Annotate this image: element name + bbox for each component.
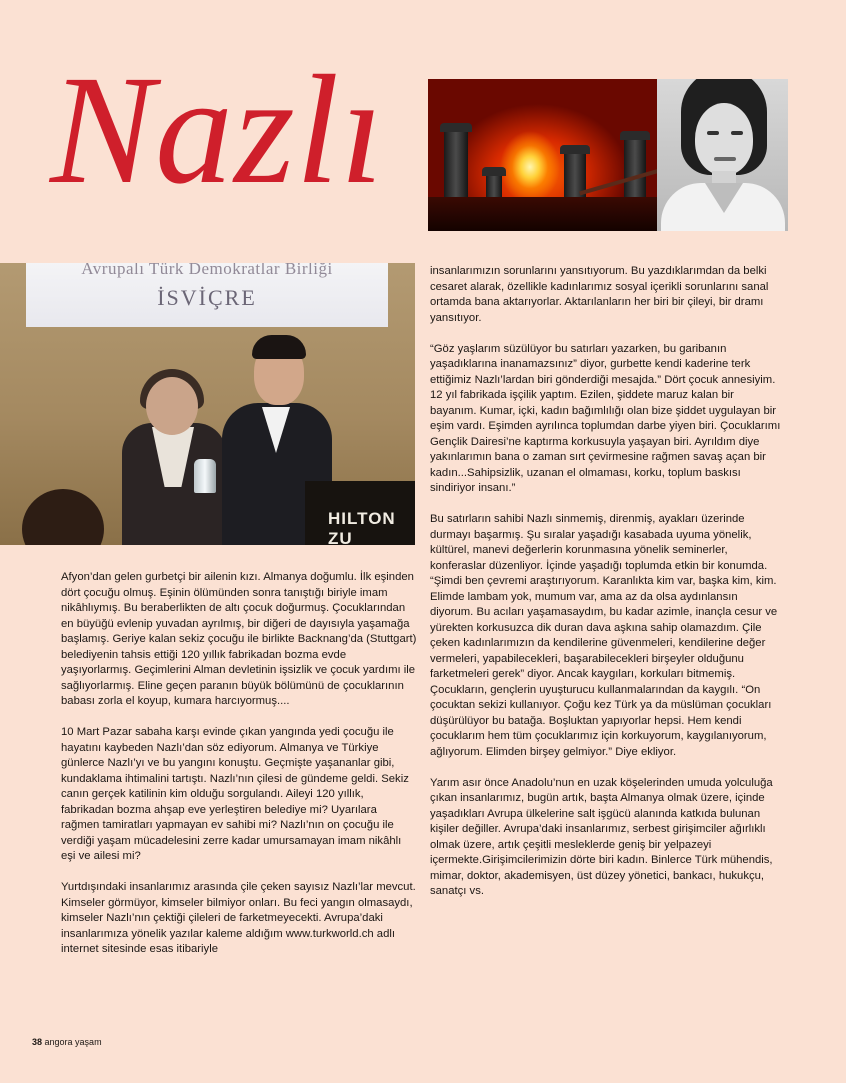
award-trophy: [194, 459, 216, 493]
fire-photo: [428, 79, 657, 231]
article-paragraph: Afyon’dan gelen gurbetçi bir ailenin kızı. Almanya doğumlu. İlk eşinden dört çocuğu olmuş. Eşinin ölümünden sonra tanıştığı biriyle imam nikâhlıymış. Bu beraberlikten de altı çocuk doğurmuş. Çocuklarından en büyüğü evlenip yuvadan ayrılmış, bir diğeri de dayısıyla yaşamağa başlamış. Geriye kalan sekiz çocuğu ile birlikte Backnang’da (Stuttgart) belediyenin tahsis ettiği 120 yıllık fabrikadan bozma evde yaşıyorlarmış. Geçimlerini Alman devletinin işsizlik ve çocuk yardımı ile sağlıyorlarmış. Eline geçen paranın büyük bölümünü de çocuklarının babası zorla el koyup, kumara harcıyormuş....: [61, 571, 417, 707]
roof-shape: [428, 197, 657, 231]
portrait-face: [695, 103, 753, 175]
event-banner: [26, 263, 388, 327]
article-column-right: [430, 264, 782, 915]
portrait-mouth: [714, 157, 736, 161]
article-column-left: [61, 570, 417, 973]
banner-line-1: Avrupalı Türk Demokratlar Birliği: [81, 263, 333, 278]
article-paragraph: “Göz yaşlarım süzülüyor bu satırları yazarken, bu garibanın yaşadıklarına inanamazsınız” diyor, gurbette kendi kaderine terk ettiğimiz Nazlı’lardan biri gönderdiği mesajda.” Dört çocuk annesiyim. 12 yıl fabrikada işçilik yaptım. Ezilen, şiddete maruz kalan bir bayanım. Kumar, içki, kadın bağımlılığı olan bize şiddet uygulayan bir eşim vardı. Eşimden ayrılınca toplumdan darbe yiyen biri. Çocuklarımı Gençlik Dairesi’ne kaptırma korkusuyla yaşayan biri. Ayrıldım diye yakınlarımın bana o zaman sırt çevirmesine rağmen savaş açan bir kadın...Sahipsizlik, uzanan el olmaması, korku, toplum baskısı sindiriyor insanı.”: [430, 342, 781, 494]
man-hair: [252, 335, 306, 359]
page-footer: [32, 1037, 102, 1047]
portrait-eye: [707, 131, 719, 135]
woman-head: [146, 377, 198, 435]
banner-line-2: İSVİÇRE: [157, 285, 257, 310]
audience-head: [22, 489, 104, 545]
podium-label: HILTON ZU: [328, 509, 396, 545]
article-paragraph: Bu satırların sahibi Nazlı sinmemiş, direnmiş, ayakları üzerinde durmayı başarmış. Şu sıralar yaşadığı kasabada uyuma yönelik, kültürel, manevi değerlerin korunmasına yönelik seminerler, konferaslar düzenliyor. İçinde yaşadığı toplumda etkin bir konumda. “Şimdi ben çevremi araştırıyorum. Karanlıkta kim var, başka kim, kim. Elimde lambam yok, mumum var, ama az da olsa aydınlansın diyorum. Bu acıları yaşamasaydım, bu kadar azimle, inançla cesur ve yürekten korkusuzca dik duran dava aşkına sahip olamazdım. Çile çeken kadınlarımızın da kendilerine güvenmeleri, kendilerine değer vermeleri, yapabilecekleri, başarabilecekleri birşeyler olduğunu farketmeleri gerek” diyor. Ancak kaygıları, korkuları bitmemiş. Çocukların, gençlerin uyuşturucu kullanmalarından da kaygılı. “On çocuktan sekizi kullanıyor. Çoğu kez Türk ya da müslüman çocukları düşürülüyor bu batağa. Boşluktan yapıyorlar hepsi. Hem kendi çocuklarım hem tüm çocuklarımız için korkuyorum, kaygılanıyorum, ağlıyorum. Elimden birşey gelmiyor.” Diye ekliyor.: [430, 513, 778, 758]
page-number: 38: [32, 1037, 43, 1047]
article-paragraph: Yurtdışındaki insanlarımız arasında çile çeken sayısız Nazlı’lar mevcut. Kimseler görmüyor, kimseler bilmiyor onları. Bu feci yangın olmasaydı, kimseler Nazlı’nın çektiği çileleri de farketmeyecekti. Avrupa’daki insanlarımıza yönelik yazılar kaleme aldığım www.turkworld.ch adlı internet sitesinde esas itibariyle: [61, 881, 416, 955]
article-paragraph: 10 Mart Pazar sabaha karşı evinde çıkan yangında yedi çocuğu ile hayatını kaybeden Nazlı’dan söz ediyorum. Almanya ve Türkiye günlerce Nazlı’yı ve bu yangını konuştu. Geçmişte yaşananlar gibi, kundaklama ihtimalini tartıştı. Nazlı’nın çilesi de gündeme geldi. Sekiz canın gerçek katilinin kim olduğu sorgulandı. Aileyi 120 yıllık, fabrikadan bozma ahşap eve yerleştiren belediye mi? Uyarılara rağmen tamiratları yapmayan ev sahibi mi? Nazlı’nın on çocuğu ile verdiği yaşam mücadelesini zerre kadar umursamayan imam nikâhlı eşi ve ailesi mi?: [61, 726, 409, 862]
article-title: Nazlı: [50, 43, 385, 216]
magazine-name: angora yaşam: [44, 1037, 102, 1047]
article-paragraph: insanlarımızın sorunlarını yansıtıyorum. Bu yazdıklarımdan da belki cesaret alarak, özellikle kadınlarımız sosyal içerikli sorunlarını sanal ortamda bana aktarıyorlar. Aktarılanların her biri bir çileyi, bir dramı yansıtıyor.: [430, 265, 769, 324]
portrait-photo: [657, 79, 788, 231]
award-event-photo: [0, 263, 415, 545]
portrait-eye: [731, 131, 743, 135]
article-paragraph: Yarım asır önce Anadolu’nun en uzak köşelerinden umuda yolculuğa çıkan insanlarımız, bugün artık, başta Almanya olmak üzere, içinde yaşadıkları Avrupa ülkelerine salt işgücü alanında katkıda bulunan kişiler değiller. Avrupa’daki insanlarımız, serbest girişimciler ağırlıklı olmak üzere, artık çeşitli mesleklerde geniş bir yelpazeyi içermekte.Girişimcilerimizin dörte biri kadın. Binlerce Türk mühendis, mimar, doktor, akademisyen, üst düzey yönetici, bankacı, hukukçu, sanatçı vs.: [430, 776, 773, 897]
